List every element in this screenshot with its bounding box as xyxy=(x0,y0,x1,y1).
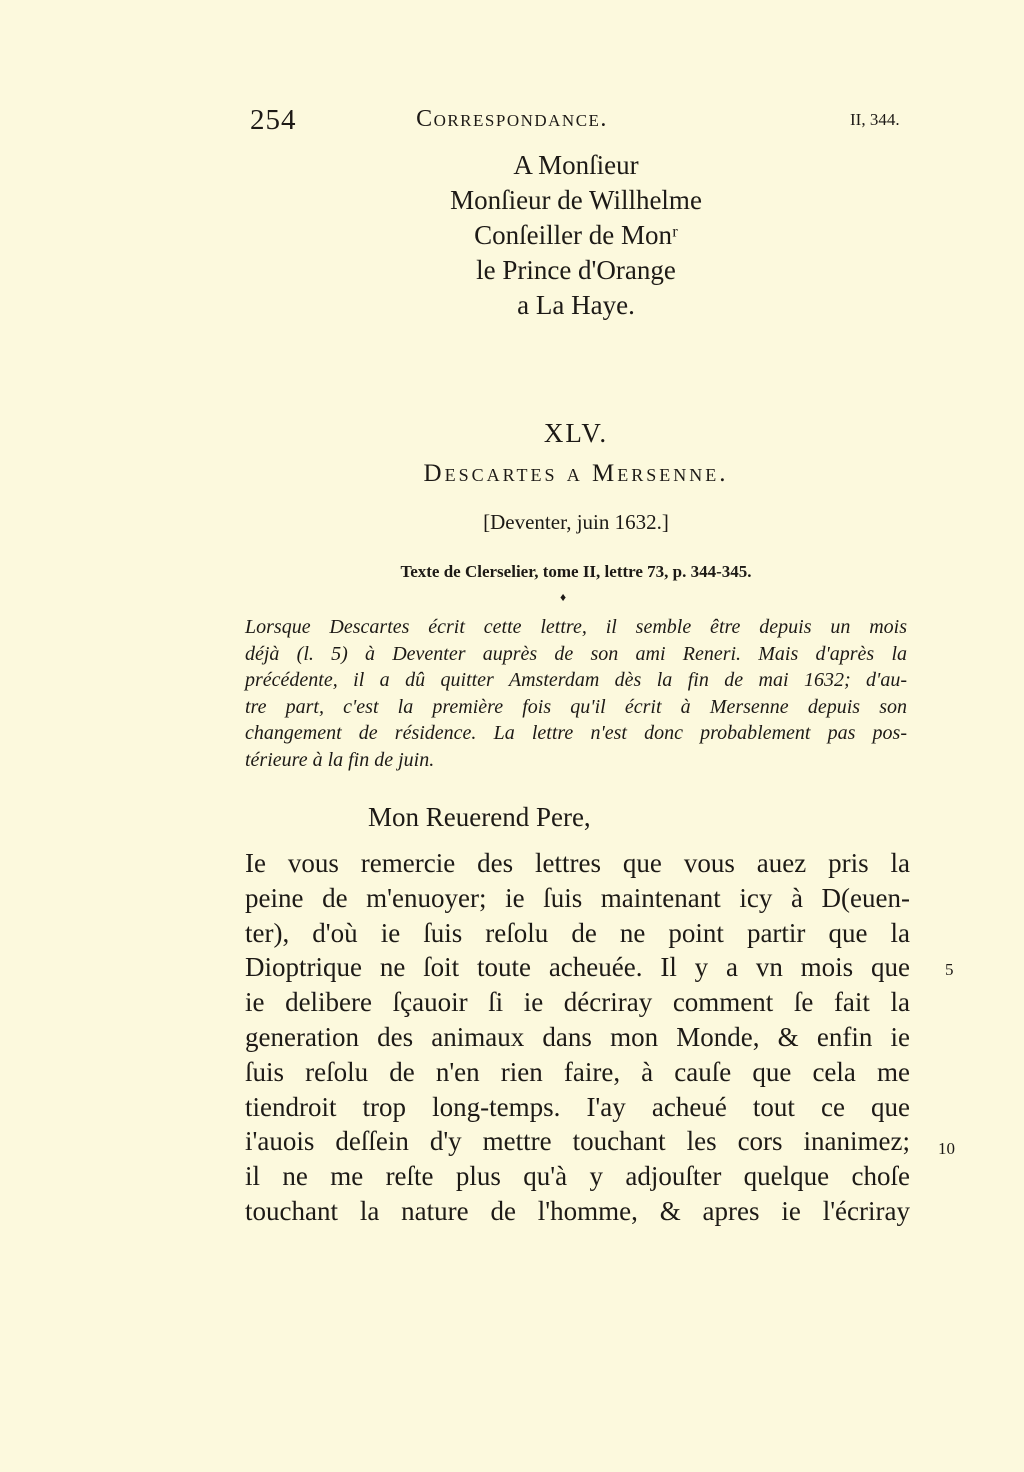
address-line: Conſeiller de Monʳ xyxy=(474,220,678,250)
address-line: Monſieur de Willhelme xyxy=(450,185,702,215)
note-line: tre part, c'est la première fois qu'il écrit à Mersenne depuis son xyxy=(245,695,907,718)
page-number: 254 xyxy=(250,104,297,136)
address-line: A Monſieur xyxy=(513,150,639,180)
note-line: térieure à la fin de juin. xyxy=(245,748,435,771)
body-line: i'auois deſſein d'y mettre touchant les cors inanimez; xyxy=(245,1126,910,1157)
running-title: Correspondance. xyxy=(416,106,608,132)
letter-title: Descartes a Mersenne. xyxy=(423,460,729,487)
editorial-note xyxy=(245,614,907,774)
body-line: touchant la nature de l'homme, & apres ie l'écriray xyxy=(245,1195,910,1226)
address-line: a La Haye. xyxy=(517,290,635,320)
letter-number: XLV. xyxy=(543,418,609,448)
salutation: Mon Reuerend Pere, xyxy=(368,802,591,832)
body-line: Dioptrique ne ſoit toute acheuée. Il y a vn mois que xyxy=(245,952,910,983)
note-line: précédente, il a dû quitter Amsterdam dès la fin de mai 1632; d'au- xyxy=(245,669,907,692)
page-reference: II, 344. xyxy=(850,110,900,129)
body-line: Ie vous remercie des lettres que vous auez pris la xyxy=(245,848,910,878)
letter-body xyxy=(245,846,910,1229)
note-line: changement de résidence. La lettre n'est donc probablement pas pos- xyxy=(245,722,907,745)
ornament-mark: ♦ xyxy=(560,590,567,604)
address-line: le Prince d'Orange xyxy=(476,255,676,285)
body-line: generation des animaux dans mon Monde, & enfin ie xyxy=(245,1021,910,1052)
body-line: ie delibere ſçauoir ſi ie décriray comment ſe fait la xyxy=(245,987,910,1018)
body-line: tiendroit trop long-temps. I'ay acheué tout ce que xyxy=(245,1091,910,1122)
note-line: Lorsque Descartes écrit cette lettre, il semble être depuis un mois xyxy=(245,616,907,638)
body-line: il ne me reſte plus qu'à y adjouſter quelque choſe xyxy=(245,1161,910,1192)
line-number-5: 5 xyxy=(945,960,954,979)
note-line: déjà (l. 5) à Deventer auprès de son ami Reneri. Mais d'après la xyxy=(245,642,907,665)
address-block xyxy=(0,148,1024,323)
line-number-10: 10 xyxy=(938,1139,955,1158)
body-line: peine de m'enuoyer; ie ſuis maintenant icy à D(euen- xyxy=(245,882,910,913)
source-citation: Texte de Clerselier, tome II, lettre 73, p. 344-345. xyxy=(400,562,752,581)
place-date: [Deventer, juin 1632.] xyxy=(483,510,669,534)
body-line: ſuis reſolu de n'en rien faire, à cauſe que cela me xyxy=(245,1056,910,1087)
body-line: ter), d'où ie ſuis reſolu de ne point partir que la xyxy=(245,917,910,948)
